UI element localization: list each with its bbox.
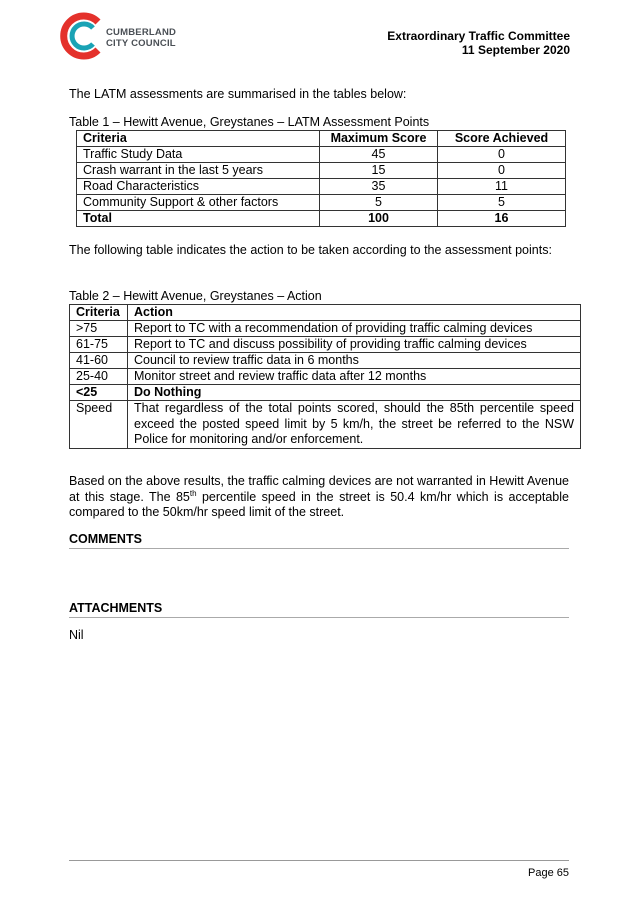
cell-total-achieved: 16	[438, 211, 566, 227]
cell-action: Monitor street and review traffic data after 12 months	[128, 369, 581, 385]
cell-criteria: >75	[70, 321, 128, 337]
results-paragraph: Based on the above results, the traffic calming devices are not warranted in Hewitt Avenue at this stage. The 85th percentile speed in the street is 50.4 km/hr which is acceptable compared to the 50km/hr speed limit of the street.	[69, 474, 569, 519]
cell-criteria: 41-60	[70, 353, 128, 369]
attachments-heading: ATTACHMENTS	[69, 601, 569, 618]
table-row	[77, 147, 566, 163]
cell-action: Council to review traffic data in 6 months	[128, 353, 581, 369]
council-logo	[60, 12, 200, 62]
cell-criteria: <25	[70, 385, 128, 401]
page-number: Page 65	[528, 867, 569, 879]
cell-criteria: Speed	[70, 401, 128, 449]
cell-criteria: Traffic Study Data	[77, 147, 320, 163]
committee-name: Extraordinary Traffic Committee	[387, 29, 570, 43]
cell-achieved: 11	[438, 179, 566, 195]
cell-max: 35	[320, 179, 438, 195]
cell-total-max: 100	[320, 211, 438, 227]
cell-criteria: 25-40	[70, 369, 128, 385]
cell-achieved: 5	[438, 195, 566, 211]
table-row	[77, 195, 566, 211]
table-header-row	[77, 131, 566, 147]
comments-heading: COMMENTS	[69, 532, 569, 549]
table-row	[70, 337, 581, 353]
attachments-value: Nil	[69, 628, 84, 642]
cell-total-label: Total	[77, 211, 320, 227]
logo-mark-icon	[60, 12, 104, 60]
cell-achieved: 0	[438, 163, 566, 179]
table1-caption: Table 1 – Hewitt Avenue, Greystanes – LATM Assessment Points	[69, 115, 430, 129]
table-row	[70, 401, 581, 449]
intro-paragraph: The LATM assessments are summarised in the tables below:	[69, 87, 407, 101]
table2-caption: Table 2 – Hewitt Avenue, Greystanes – Action	[69, 289, 322, 303]
header-score-achieved: Score Achieved	[438, 131, 566, 147]
cell-action: That regardless of the total points scored, should the 85th percentile speed exceed the posted speed limit by 5 km/h, the street be referred to the NSW Police for monitoring and/or enforcement.	[128, 401, 581, 449]
header-criteria: Criteria	[77, 131, 320, 147]
table-row	[77, 179, 566, 195]
action-table	[69, 304, 581, 449]
cell-achieved: 0	[438, 147, 566, 163]
table-row	[70, 321, 581, 337]
logo-text: CUMBERLAND CITY COUNCIL	[106, 27, 177, 49]
latm-assessment-table	[76, 130, 566, 227]
cell-criteria: 61-75	[70, 337, 128, 353]
header-criteria: Criteria	[70, 305, 128, 321]
table-row	[77, 163, 566, 179]
table-row	[70, 385, 581, 401]
table-header-row	[70, 305, 581, 321]
header-maximum-score: Maximum Score	[320, 131, 438, 147]
cell-max: 15	[320, 163, 438, 179]
cell-action: Report to TC with a recommendation of providing traffic calming devices	[128, 321, 581, 337]
meeting-date: 11 September 2020	[461, 43, 570, 57]
cell-action: Report to TC and discuss possibility of providing traffic calming devices	[128, 337, 581, 353]
cell-criteria: Road Characteristics	[77, 179, 320, 195]
table-row	[70, 369, 581, 385]
table-total-row	[77, 211, 566, 227]
cell-criteria: Crash warrant in the last 5 years	[77, 163, 320, 179]
table-row	[70, 353, 581, 369]
footer-divider	[69, 860, 569, 861]
cell-action: Do Nothing	[128, 385, 581, 401]
para-action-intro: The following table indicates the action to be taken according to the assessment points:	[69, 243, 552, 257]
cell-criteria: Community Support & other factors	[77, 195, 320, 211]
cell-max: 5	[320, 195, 438, 211]
document-header	[387, 29, 570, 57]
cell-max: 45	[320, 147, 438, 163]
header-action: Action	[128, 305, 581, 321]
